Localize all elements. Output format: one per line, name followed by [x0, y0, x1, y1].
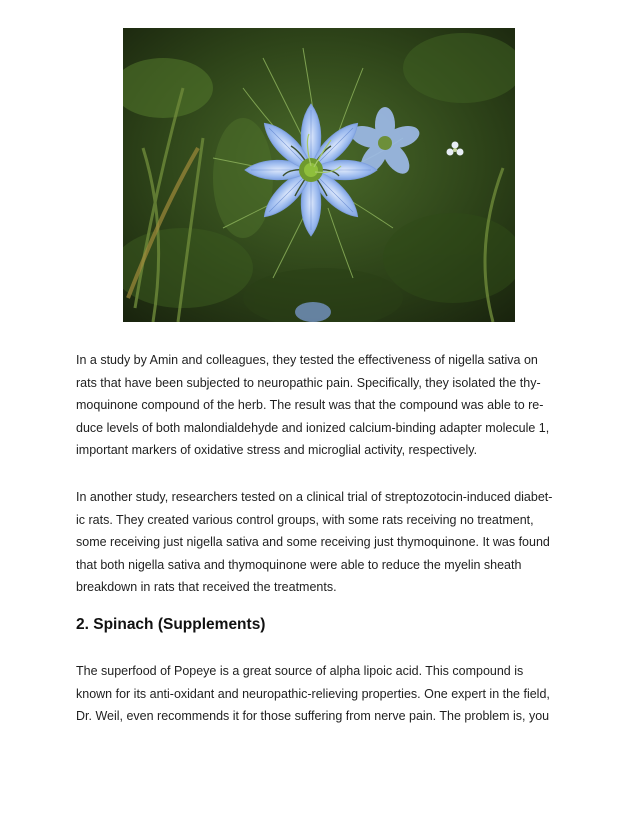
- paragraph-line: Dr. Weil, even recommends it for those suffering from nerve pain. The problem is, you: [76, 709, 550, 723]
- paragraph-line: duce levels of both malondialdehyde and ionized calcium-binding adapter molecule 1,: [76, 420, 550, 435]
- paragraph-line: important markers of oxidative stress and microglial activity, respectively.: [76, 443, 478, 457]
- nigella-flower-image: [123, 28, 515, 322]
- paragraph-line: ic rats. They created various control groups, with some rats receiving no treatment,: [76, 512, 534, 527]
- paragraph-amin-study: [76, 349, 566, 462]
- paragraph-line: some receiving just nigella sativa and some receiving just thymoquinone. It was found: [76, 535, 550, 549]
- paragraph-line: known for its anti-oxidant and neuropathic-relieving properties. One expert in the field,: [76, 686, 550, 701]
- paragraph-line: moquinone compound of the herb. The result was that the compound was able to re-: [76, 398, 544, 412]
- flower-photo: [123, 28, 515, 322]
- paragraph-line: rats that have been subjected to neuropathic pain. Specifically, they isolated the thy-: [76, 375, 541, 390]
- paragraph-line: In a study by Amin and colleagues, they tested the effectiveness of nigella sativa on: [76, 353, 538, 367]
- paragraph-spinach: [76, 660, 566, 728]
- paragraph-line: that both nigella sativa and thymoquinone were able to reduce the myelin sheath: [76, 557, 522, 572]
- section-heading-spinach: 2. Spinach (Supplements): [76, 616, 266, 633]
- paragraph-line: In another study, researchers tested on a clinical trial of streptozotocin-induced diabet-: [76, 490, 553, 504]
- paragraph-streptozotocin-study: [76, 486, 566, 599]
- paragraph-line: The superfood of Popeye is a great source of alpha lipoic acid. This compound is: [76, 664, 524, 678]
- paragraph-line: breakdown in rats that received the treatments.: [76, 580, 337, 594]
